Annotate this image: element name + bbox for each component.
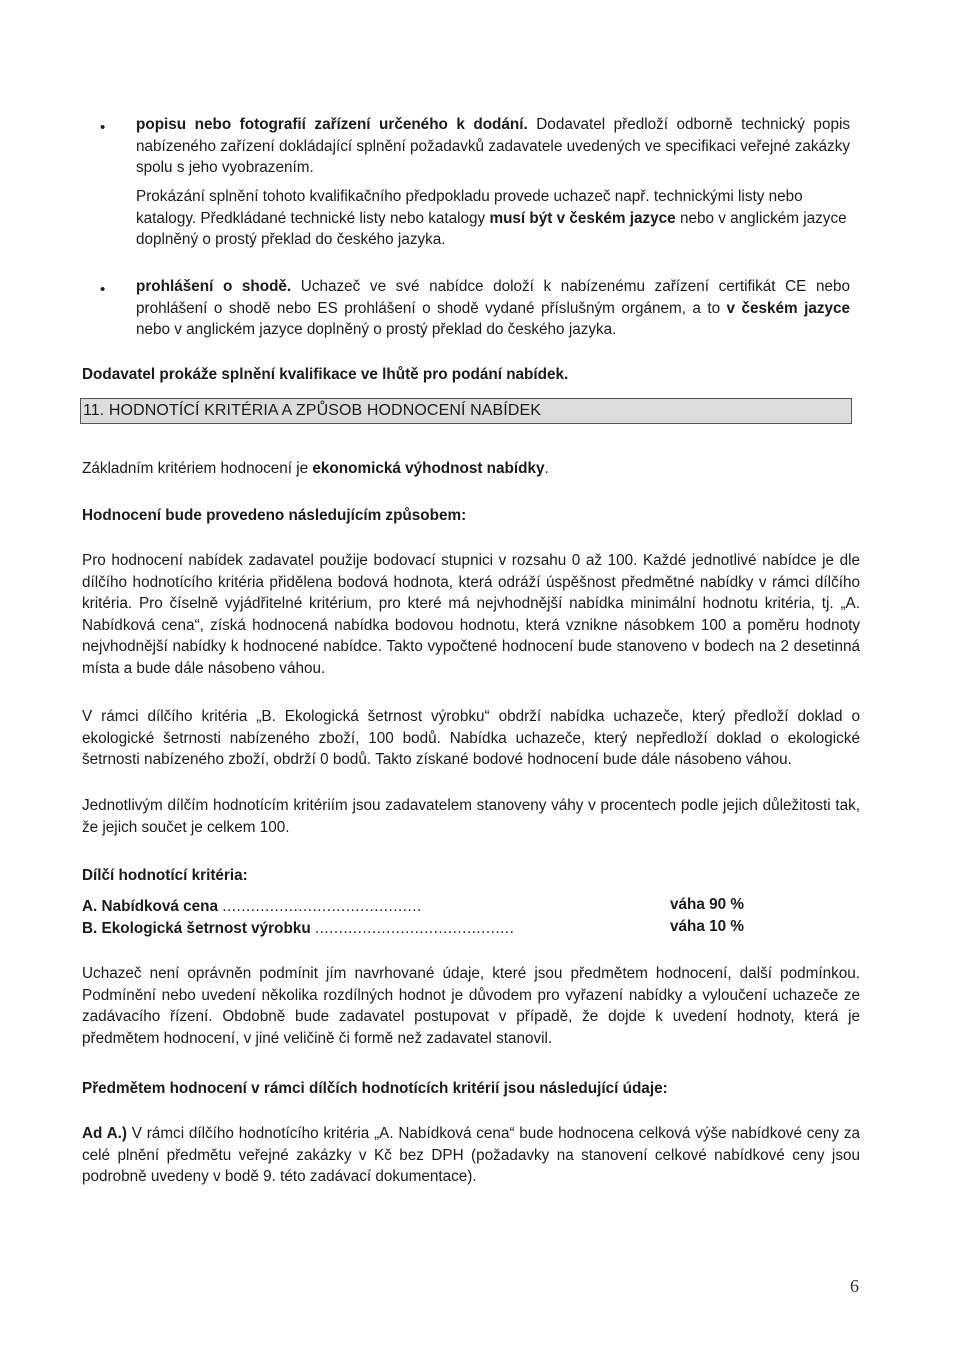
method-heading: Hodnocení bude provedeno následujícím způsobem: <box>82 507 467 524</box>
bullet-paragraph-photos <box>136 114 850 179</box>
paragraph-rights: Uchazeč není oprávněn podmínit jím navrhované údaje, které jsou předmětem hodnocení, další podmínkou. Podmínění nebo uvedení několika rozdílných hodnot je důvodem pro vyřazení nabídky a vyloučení uchazeče ze zadávacího řízení. Obdobně bude zadavatel postupovat v případě, že dojde k uvedení hodnoty, která je předmětem hodnocení, v jiné veličině či formě než zadavatel stanovil. <box>82 965 860 1047</box>
basic-text-bold: ekonomická výhodnost nabídky <box>312 460 545 477</box>
paragraph-method: Pro hodnocení nabídek zadavatel použije bodovací stupnici v rozsahu 0 až 100. Každé jednotlivé nabídce je dle dílčího hodnotícího kritéria přidělena bodová hodnota, která odráží úspěšnost předmětné nabídky v rámci dílčího kritéria. Pro číselně vyjádřitelné kritérium, pro které má nejvhodnější nabídka minimální hodnotu kritéria, tj. „A. Nabídková cena“, získá hodnocená nabídka bodovou hodnotu, která vznikne násobkem 100 a poměru hodnoty nejvhodnější nabídky k hodnocené nabídce. Takto vypočtené hodnocení bude stanoveno v bodech na 2 desetinná místa a bude dále násobeno váhou. <box>82 552 860 677</box>
basic-criterion <box>82 458 850 480</box>
criterion-label: B. Ekologická šetrnost výrobku <box>82 920 311 937</box>
basic-text-a: Základním kritériem hodnocení je <box>82 460 313 477</box>
criterion-weight: váha 90 % <box>670 896 744 913</box>
criterion-weight: váha 10 % <box>670 918 744 935</box>
subject-heading: Předmětem hodnocení v rámci dílčích hodnotících kritérií jsou následující údaje: <box>82 1080 668 1097</box>
criterion-leader-dots: .......................................... <box>314 920 515 937</box>
criteria-heading: Dílčí hodnotící kritéria: <box>82 867 248 884</box>
conformity-text-c: nebo v anglickém jazyce doplněný o prostý překlad do českého jazyka. <box>136 321 617 338</box>
ad-a-lead: Ad A.) <box>82 1125 127 1142</box>
conformity-text-a: Uchazeč ve své nabídce doloží k nabízenému zařízení certifikát CE nebo prohlášení o shodě nebo ES prohlášení o shodě vydané příslušným orgánem, a to <box>136 278 851 317</box>
bullet-text-photos: Dodavatel předloží odborně technický popis nabízeného zařízení dokládající splnění požadavků zadavatele uvedených ve specifikaci veřejné zakázky spolu s jeho vyobrazením. <box>136 116 851 176</box>
proof-text-bold: musí být v českém jazyce <box>489 209 676 227</box>
paragraph-ecological: V rámci dílčího kritéria „B. Ekologická šetrnost výrobku“ obdrží nabídka uchazeče, který předloží doklad o ekologické šetrnosti nabízeného zboží, 100 bodů. Nabídka uchazeče, který nepředloží doklad o ekologické šetrnosti nabízeného zboží, obdrží 0 bodů. Takto získané bodové hodnocení bude dále násobeno váhou. <box>82 708 860 768</box>
section-title: 11. HODNOTÍCÍ KRITÉRIA A ZPŮSOB HODNOCENÍ NABÍDEK <box>83 402 542 419</box>
criterion-row <box>82 920 514 938</box>
paragraph-proof <box>136 186 850 251</box>
closing-statement: Dodavatel prokáže splnění kvalifikace ve lhůtě pro podání nabídek. <box>82 366 569 383</box>
bullet-lead-conformity: prohlášení o shodě. <box>136 278 292 295</box>
section-heading-bar <box>80 398 852 424</box>
criterion-row <box>82 898 422 916</box>
bullet-marker: • <box>100 119 106 136</box>
criterion-label: A. Nabídková cena <box>82 898 219 915</box>
page-number: 6 <box>850 1276 859 1296</box>
conformity-text-bold: v českém jazyce <box>726 299 850 317</box>
ad-a-text: V rámci dílčího hodnotícího kritéria „A. Nabídková cena“ bude hodnocena celková výše nabídkové ceny za celé plnění předmětu veřejné zakázky v Kč bez DPH (požadavky na stanovení celkové nabídkové ceny jsou podrobně uvedeny v bodě 9. této zadávací dokumentace). <box>82 1125 860 1185</box>
bullet-lead-photos: popisu nebo fotografií zařízení určeného k dodání. <box>136 116 528 133</box>
bullet-paragraph-conformity <box>136 276 850 341</box>
bullet-marker: • <box>100 281 106 298</box>
criterion-leader-dots: .......................................... <box>222 898 422 915</box>
basic-text-c: . <box>544 460 549 477</box>
paragraph-weights: Jednotlivým dílčím hodnotícím kritériím jsou zadavatelem stanoveny váhy v procentech podle jejich důležitosti tak, že jejich součet je celkem 100. <box>82 797 860 836</box>
proof-text-c: nebo v anglickém jazyce doplněný o prostý překlad do českého jazyka. <box>136 209 847 248</box>
paragraph-ad-a <box>82 1123 860 1188</box>
proof-text-a: Prokázání splnění tohoto kvalifikačního předpokladu provede uchazeč např. technickými listy nebo katalogy. Předkládané technické listy nebo katalogy <box>136 188 803 227</box>
